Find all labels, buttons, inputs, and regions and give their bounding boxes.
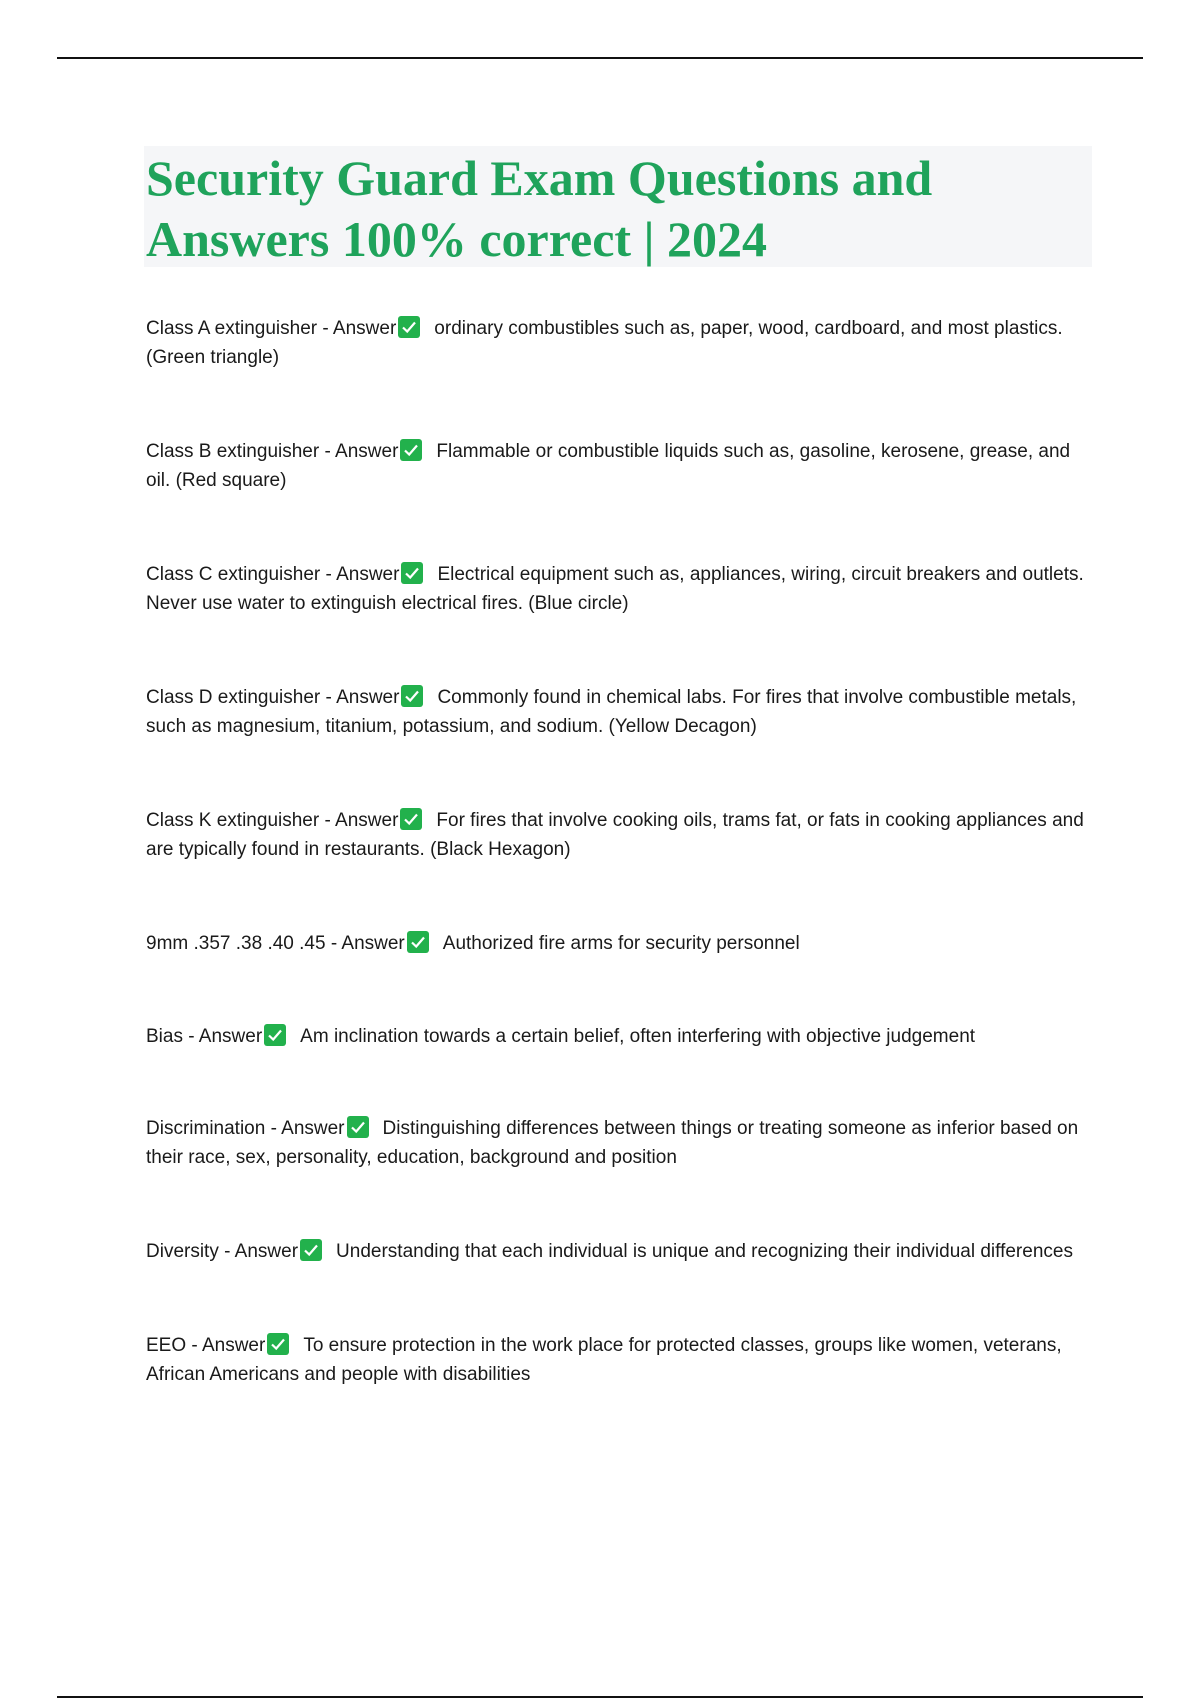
qa-item — [146, 1114, 1086, 1172]
qa-item — [146, 683, 1086, 741]
qa-answer: Commonly found in chemical labs. For fires that involve combustible metals, such as magnesium, titanium, potassium, and sodium. (Yellow Decagon) — [146, 687, 1077, 737]
qa-term: Diversity — [146, 1241, 219, 1262]
title-box — [144, 146, 1092, 267]
qa-item — [146, 314, 1086, 372]
qa-answer: Flammable or combustible liquids such as, gasoline, kerosene, grease, and oil. (Red square) — [146, 441, 1071, 491]
qa-answer: ordinary combustibles such as, paper, wood, cardboard, and most plastics. (Green triangle) — [146, 318, 1063, 368]
qa-answer: For fires that involve cooking oils, trams fat, or fats in cooking appliances and are typically found in restaurants. (Black Hexagon) — [146, 810, 1084, 860]
qa-separator: - Answer — [322, 318, 397, 339]
qa-item — [146, 560, 1086, 618]
qa-item — [146, 806, 1086, 864]
qa-list — [146, 314, 1086, 1389]
qa-answer: Electrical equipment such as, appliances, wiring, circuit breakers and outlets. Never use water to extinguish electrical fires. (Blue circle) — [146, 564, 1084, 614]
check-box-icon — [401, 562, 423, 584]
check-box-icon — [407, 931, 429, 953]
qa-term: Class K extinguisher — [146, 810, 320, 831]
check-box-icon — [267, 1333, 289, 1355]
qa-separator: - Answer — [270, 1118, 345, 1139]
qa-term: Bias — [146, 1026, 183, 1047]
check-box-icon — [401, 685, 423, 707]
qa-item — [146, 929, 1086, 958]
qa-item — [146, 1331, 1086, 1389]
top-rule — [57, 57, 1143, 59]
qa-term: Class A extinguisher — [146, 318, 318, 339]
check-box-icon — [264, 1024, 286, 1046]
check-box-icon — [400, 439, 422, 461]
qa-separator: - Answer — [325, 687, 400, 708]
qa-term: Class B extinguisher — [146, 441, 320, 462]
qa-term: 9mm .357 .38 .40 .45 — [146, 933, 326, 954]
qa-separator: - Answer — [330, 933, 405, 954]
qa-term: Discrimination — [146, 1118, 266, 1139]
qa-answer: To ensure protection in the work place for protected classes, groups like women, veterans, African Americans and people with disabilities — [146, 1335, 1062, 1385]
qa-item — [146, 1022, 1086, 1051]
check-box-icon — [398, 316, 420, 338]
check-box-icon — [347, 1116, 369, 1138]
qa-answer: Understanding that each individual is unique and recognizing their individual differences — [336, 1241, 1073, 1262]
page-title: Security Guard Exam Questions and Answers 100% correct | 2024 — [146, 150, 933, 267]
qa-separator: - Answer — [191, 1335, 266, 1356]
qa-separator: - Answer — [224, 1241, 299, 1262]
qa-answer: Authorized fire arms for security personnel — [442, 933, 800, 954]
qa-separator: - Answer — [188, 1026, 263, 1047]
qa-separator: - Answer — [324, 810, 399, 831]
qa-term: EEO — [146, 1335, 187, 1356]
qa-term: Class C extinguisher — [146, 564, 321, 585]
qa-term: Class D extinguisher — [146, 687, 321, 708]
check-box-icon — [400, 808, 422, 830]
check-box-icon — [300, 1239, 322, 1261]
qa-answer: Am inclination towards a certain belief, often interfering with objective judgement — [300, 1026, 976, 1047]
qa-separator: - Answer — [325, 564, 400, 585]
bottom-rule — [57, 1696, 1143, 1698]
qa-separator: - Answer — [324, 441, 399, 462]
qa-item — [146, 1237, 1086, 1266]
qa-item — [146, 437, 1086, 495]
qa-answer: Distinguishing differences between things or treating someone as inferior based on their race, sex, personality, education, background and position — [146, 1118, 1079, 1168]
